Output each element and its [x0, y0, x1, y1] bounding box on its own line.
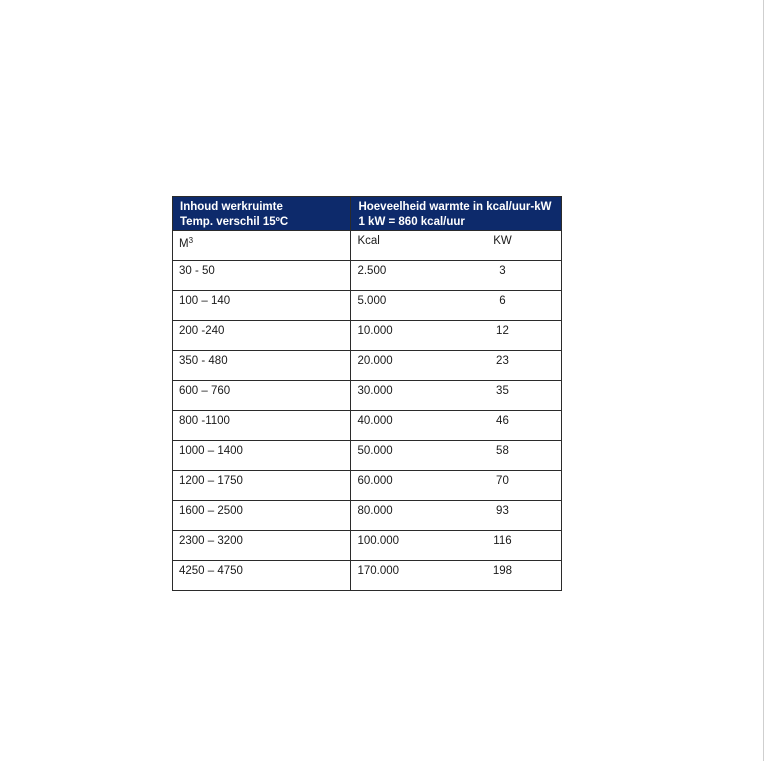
heat-cell [351, 441, 562, 471]
units-volume-superscript: 3 [188, 236, 194, 245]
heat-cell [351, 411, 562, 441]
table-row [173, 291, 562, 321]
volume-value: 1600 – 2500 [179, 505, 243, 517]
page-edge-divider [763, 0, 764, 761]
kcal-value: 50.000 [357, 445, 393, 457]
table-row [173, 351, 562, 381]
kw-value: 6 [499, 295, 506, 307]
kw-value: 58 [496, 445, 509, 457]
table-row [173, 531, 562, 561]
units-kcal-label: Kcal [357, 235, 380, 247]
volume-value: 100 – 140 [179, 295, 231, 307]
kw-value: 23 [496, 355, 509, 367]
table-row [173, 561, 562, 591]
units-kw-label: KW [493, 235, 512, 247]
table-row [173, 321, 562, 351]
volume-cell [173, 441, 351, 471]
heat-cell [351, 561, 562, 591]
kcal-value: 100.000 [357, 535, 400, 547]
heat-cell [351, 501, 562, 531]
volume-cell [173, 351, 351, 381]
kcal-value: 30.000 [357, 385, 393, 397]
header-conversion: 1 kW = 860 kcal/uur [358, 216, 465, 228]
volume-cell [173, 321, 351, 351]
kw-value: 35 [496, 385, 509, 397]
volume-cell [173, 471, 351, 501]
kw-value: 12 [496, 325, 509, 337]
kcal-value: 2.500 [357, 265, 387, 277]
heat-cell [351, 471, 562, 501]
kw-value: 3 [499, 265, 506, 277]
header-heat-cell [351, 197, 562, 231]
volume-value: 4250 – 4750 [179, 565, 243, 577]
table-row [173, 411, 562, 441]
heat-cell [351, 291, 562, 321]
kw-value: 46 [496, 415, 509, 427]
kcal-value: 10.000 [357, 325, 393, 337]
table-row [173, 471, 562, 501]
units-row [173, 231, 562, 261]
volume-value: 1000 – 1400 [179, 445, 243, 457]
kw-value: 116 [493, 535, 512, 547]
table-row [173, 261, 562, 291]
header-volume-title: Inhoud werkruimte [180, 201, 283, 213]
volume-value: 1200 – 1750 [179, 475, 243, 487]
volume-value: 200 -240 [179, 325, 225, 337]
heat-cell [351, 531, 562, 561]
header-volume-cell [173, 197, 351, 231]
volume-value: 350 - 480 [179, 355, 228, 367]
volume-value: 800 -1100 [179, 415, 230, 427]
volume-cell [173, 501, 351, 531]
heat-cell [351, 351, 562, 381]
volume-cell [173, 291, 351, 321]
volume-value: 600 – 760 [179, 385, 231, 397]
kw-value: 70 [496, 475, 509, 487]
table-header-row [173, 197, 562, 231]
heat-cell [351, 261, 562, 291]
volume-cell [173, 381, 351, 411]
heat-capacity-table [172, 196, 562, 591]
volume-cell [173, 261, 351, 291]
units-volume-cell [173, 231, 351, 261]
kcal-value: 80.000 [357, 505, 393, 517]
heat-cell [351, 321, 562, 351]
kcal-value: 20.000 [357, 355, 393, 367]
units-heat-cell [351, 231, 562, 261]
header-temp-difference: Temp. verschil 15ºC [180, 216, 289, 228]
table-row [173, 501, 562, 531]
kw-value: 93 [496, 505, 509, 517]
table-row [173, 441, 562, 471]
volume-cell [173, 531, 351, 561]
kw-value: 198 [492, 565, 513, 577]
volume-value: 2300 – 3200 [179, 535, 243, 547]
volume-cell [173, 411, 351, 441]
kcal-value: 170.000 [357, 565, 400, 577]
volume-cell [173, 561, 351, 591]
header-heat-title: Hoeveelheid warmte in kcal/uur-kW [358, 201, 552, 213]
kcal-value: 5.000 [357, 295, 387, 307]
kcal-value: 60.000 [357, 475, 393, 487]
kcal-value: 40.000 [357, 415, 393, 427]
volume-value: 30 - 50 [179, 265, 215, 277]
table-row [173, 381, 562, 411]
heat-cell [351, 381, 562, 411]
units-volume-label: $M^3$ [179, 236, 194, 250]
